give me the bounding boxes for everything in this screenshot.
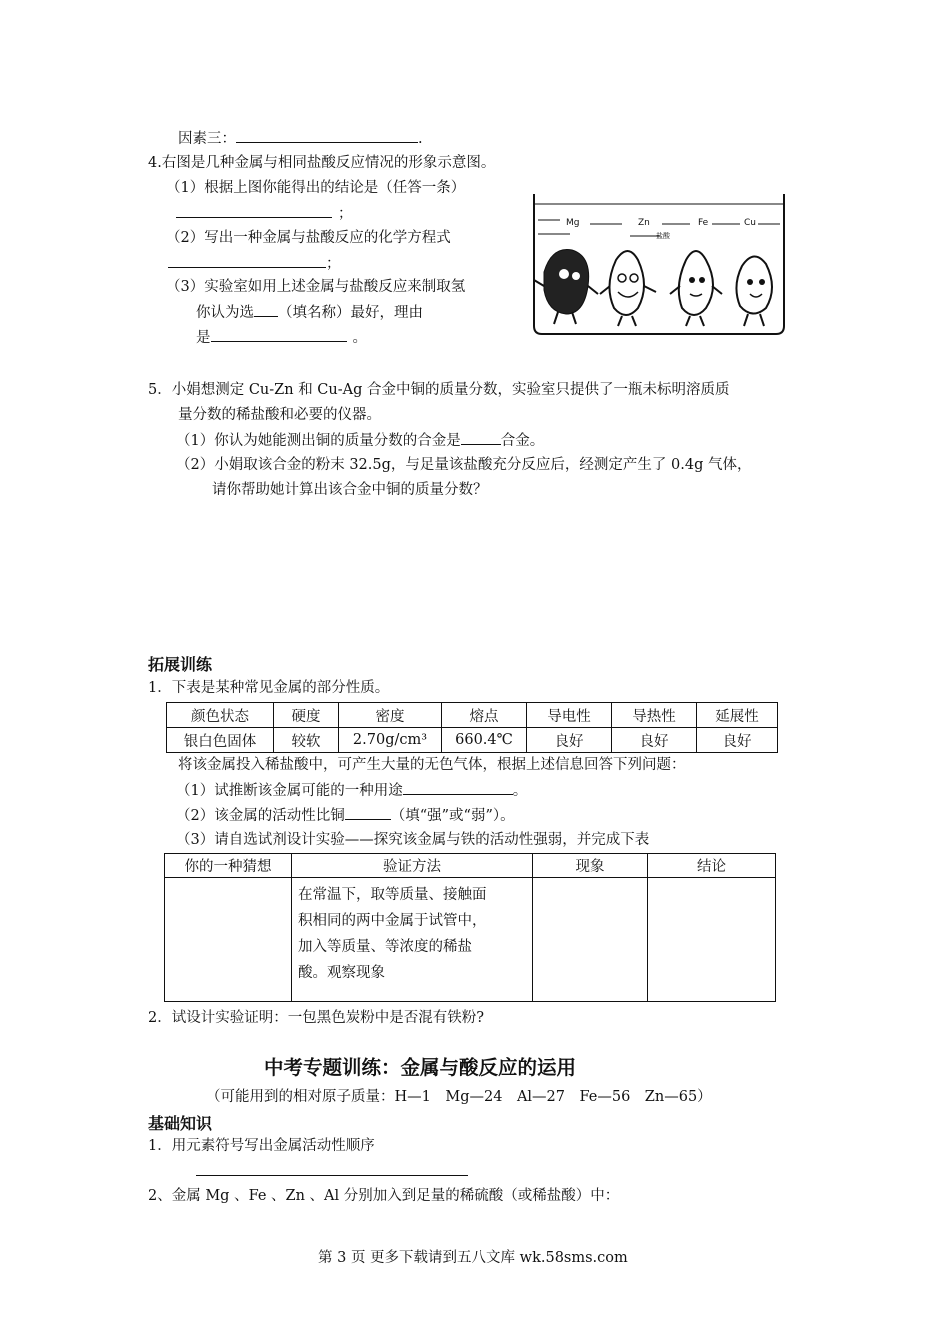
section-heading-basic: 基础知识 <box>148 1114 213 1133</box>
ext-q1: 1．下表是某种常见金属的部分性质。 <box>148 680 390 696</box>
ext-sub3: （3）请自选试剂设计实验——探究该金属与铁的活动性强弱，并完成下表 <box>176 832 650 848</box>
table-cell: 银白色固体 <box>167 728 274 753</box>
guess-cell[interactable] <box>165 878 292 1002</box>
basic-q2: 2、金属 Mg 、Fe 、Zn 、Al 分别加入到足量的稀硫酸（或稀盐酸）中： <box>148 1188 620 1204</box>
header-cell: 密度 <box>339 703 442 728</box>
ext-sub1: （1）试推断该金属可能的一种用途 。 <box>176 780 527 801</box>
table-row <box>167 728 778 753</box>
header-cell: 导电性 <box>527 703 612 728</box>
ext-intro: 将该金属投入稀盐酸中，可产生大量的无色气体，根据上述信息回答下列问题： <box>178 757 686 773</box>
method-cell <box>292 878 533 1002</box>
q5-line2: 量分数的稀盐酸和必要的仪器。 <box>178 407 381 423</box>
table-row <box>165 878 776 1002</box>
header-cell: 延展性 <box>697 703 778 728</box>
header-cell: 结论 <box>648 854 776 878</box>
ext-sub2: （2）该金属的活动性比铜 （填“强”或“弱”）。 <box>176 805 515 826</box>
table-cell: 良好 <box>527 728 612 753</box>
phenomenon-cell[interactable] <box>533 878 648 1002</box>
header-cell: 熔点 <box>442 703 527 728</box>
metals-acid-figure <box>530 190 790 340</box>
table-cell: 良好 <box>612 728 697 753</box>
label-cu: Cu <box>744 218 756 228</box>
q5-part2-line1: （2）小娟取该合金的粉末 32.5g，与足量该盐酸充分反应后，经测定产生了 0.4g 气体， <box>176 457 752 473</box>
q4-part1: （1）根据上图你能得出的结论是（任答一条） <box>166 180 466 196</box>
q4-part3-choice: 你认为选 （填名称）最好，理由 <box>196 302 423 323</box>
method-line: 酸。观察现象 <box>298 965 385 981</box>
header-cell: 导热性 <box>612 703 697 728</box>
header-cell: 硬度 <box>274 703 339 728</box>
answer-blank[interactable] <box>196 1161 468 1176</box>
q4-part2: （2）写出一种金属与盐酸反应的化学方程式 <box>166 230 451 246</box>
method-line: 积相同的两中金属于试管中， <box>298 913 487 929</box>
answer-blank[interactable] <box>254 302 278 317</box>
answer-blank[interactable] <box>236 128 418 143</box>
section-heading-extension: 拓展训练 <box>148 655 213 674</box>
basic-q1: 1．用元素符号写出金属活动性顺序 <box>148 1138 375 1154</box>
section-subtitle: （可能用到的相对原子质量：H—1 Mg—24 Al—27 Fe—56 Zn—65） <box>206 1089 712 1105</box>
cu-character <box>736 256 772 326</box>
ext-q2: 2．试设计实验证明：一包黑色炭粉中是否混有铁粉? <box>148 1010 484 1026</box>
table-cell: 较软 <box>274 728 339 753</box>
answer-blank[interactable] <box>211 327 347 342</box>
method-line: 加入等质量、等浓度的稀盐 <box>298 939 472 955</box>
table-cell: 良好 <box>697 728 778 753</box>
zn-character <box>600 251 656 326</box>
method-line: 在常温下，取等质量、接触面 <box>298 887 487 903</box>
experiment-table <box>164 853 776 1002</box>
table-header-row <box>167 703 778 728</box>
answer-blank[interactable] <box>168 253 326 268</box>
section-title: 中考专题训练：金属与酸反应的运用 <box>264 1056 577 1079</box>
q3-factor3-line: 因素三： . <box>178 128 423 149</box>
q4-part2-answer: ； <box>168 253 341 274</box>
mg-character <box>534 249 598 324</box>
answer-blank[interactable] <box>403 780 513 795</box>
q4-part1-answer: ； <box>176 203 353 224</box>
q4-stem: 4.右图是几种金属与相同盐酸反应情况的形象示意图。 <box>148 155 496 171</box>
header-cell: 验证方法 <box>292 854 533 878</box>
q5-part1: （1）你认为她能测出铜的质量分数的合金是 合金。 <box>176 430 544 451</box>
conclusion-cell[interactable] <box>648 878 776 1002</box>
q4-part3-reason: 是 。 <box>196 327 367 348</box>
label-mg: Mg <box>566 218 580 228</box>
fe-character <box>670 251 722 326</box>
label-acid: 盐酸 <box>656 232 670 240</box>
answer-blank[interactable] <box>176 203 332 218</box>
table-cell: 660.4℃ <box>442 728 527 753</box>
answer-blank[interactable] <box>345 805 391 820</box>
label-fe: Fe <box>698 218 709 228</box>
label-zn: Zn <box>638 218 650 228</box>
q5-line1: 5．小娟想测定 Cu-Zn 和 Cu-Ag 合金中铜的质量分数，实验室只提供了一瓶未标明溶质质 <box>148 382 730 398</box>
header-cell: 你的一种猜想 <box>165 854 292 878</box>
page-footer: 第 3 页 更多下载请到五八文库 wk.58sms.com <box>318 1250 628 1266</box>
header-cell: 现象 <box>533 854 648 878</box>
table-header-row <box>165 854 776 878</box>
table-cell: 2.70g/cm³ <box>339 728 442 753</box>
q4-part3: （3）实验室如用上述金属与盐酸反应来制取氢 <box>166 279 466 295</box>
q5-part2-line2: 请你帮助她计算出该合金中铜的质量分数？ <box>212 482 488 498</box>
basic-q1-answer <box>196 1161 468 1182</box>
answer-blank[interactable] <box>461 430 501 445</box>
header-cell: 颜色状态 <box>167 703 274 728</box>
metal-properties-table <box>166 702 778 753</box>
